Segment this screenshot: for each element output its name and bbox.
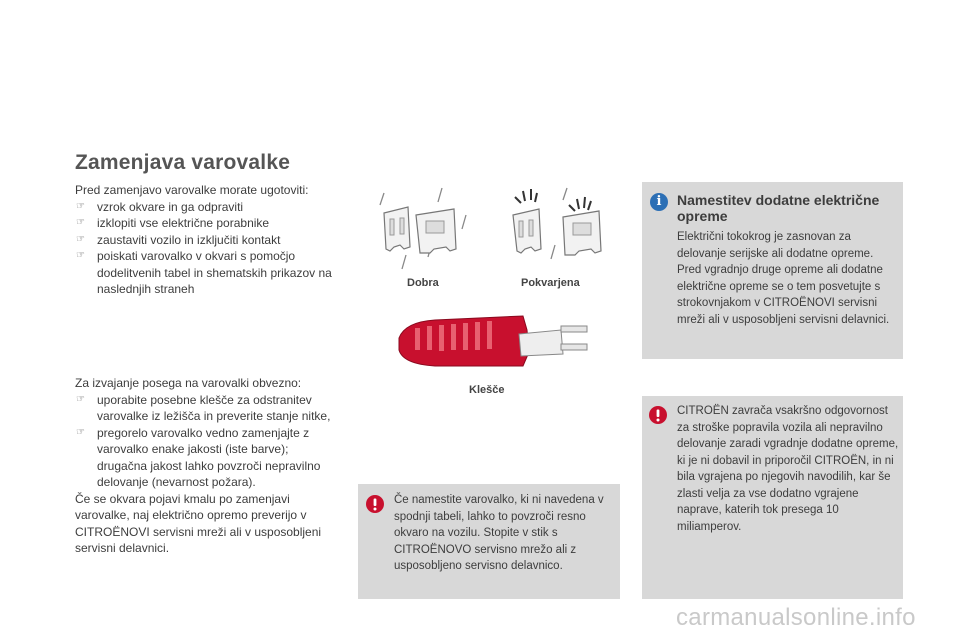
warning-box-fuse xyxy=(358,484,620,599)
caption-pliers: Klešče xyxy=(469,384,505,396)
intro-section xyxy=(75,182,337,298)
info-icon: i xyxy=(650,193,668,211)
intro-lead: Pred zamenjavo varovalke morate ugotoviti: xyxy=(75,183,309,197)
info-box-text: Električni tokokrog je zasnovan za delovanje serijske ali dodatne opreme. Pred vgradnjo druge opreme ali dodatne električne opreme se o tem posvetujte s strokovnjakom v CITROËNOVI servisni mreži ali v usposobljeni servisni delavnici. xyxy=(677,231,890,326)
watermark: carmanualsonline.info xyxy=(676,604,916,631)
warning-box-citroen xyxy=(642,396,903,599)
warning-icon xyxy=(649,406,667,424)
warning-fuse-text: Če namestite varovalko, ki ni navedena v spodnji tabeli, lahko to povzroči resno okvaro na vozilu. Stopite v stik s CITROËNOVO servisno mrežo ali z usposobljeno servisno delavnico. xyxy=(394,494,604,572)
hand-pointer-icon: ☞ xyxy=(76,217,85,228)
hand-pointer-icon: ☞ xyxy=(76,200,85,212)
info-box-title: Namestitev dodatne električne opreme xyxy=(677,192,880,224)
caption-blown: Pokvarjena xyxy=(521,277,580,289)
list-item: ☞ vzrok okvare in ga odpraviti xyxy=(76,199,244,214)
hand-pointer-icon: ☞ xyxy=(76,426,85,438)
procedure-section xyxy=(75,375,337,557)
fuse-pliers xyxy=(395,308,595,380)
hand-pointer-icon: ☞ xyxy=(76,250,85,261)
fuse-good xyxy=(376,185,476,275)
caption-good: Dobra xyxy=(407,277,439,289)
warning-citroen-text: CITROËN zavrača vsakršno odgovornost za stroške popravila vozila ali nepravilno delovanje zaradi vgradnje dodatne opreme, ki je ni dobavil in priporočil CITROËN, in ni bila vgrajena po njegovih navodilih, kar še zlasti velja za vse dodatno vgrajene naprave, katerih tok presega 10 miliamperov. xyxy=(677,405,899,533)
list-item: ☞ zaustaviti vozilo in izključiti kontakt xyxy=(76,232,281,247)
list-item: ☞ poiskati varovalko v okvari s pomočjo dodelitvenih tabel in shematskih prikazov na naslednjih straneh xyxy=(76,249,332,296)
procedure-list xyxy=(75,392,337,491)
list-item: ☞ izklopiti vse električne porabnike xyxy=(76,216,270,230)
list-item: ☞ pregorelo varovalko vedno zamenjajte z varovalko enake jakosti (iste barve); drugačna jakost lahko povzroči nepravilno delovanje (nevarnost požara). xyxy=(76,425,321,489)
warning-icon xyxy=(366,495,384,513)
intro-list xyxy=(75,199,337,298)
info-box xyxy=(642,182,903,359)
list-item: ☞ uporabite posebne klešče za odstranitev varovalke iz ležišča in preverite stanje nitke, xyxy=(76,392,331,423)
procedure-tail: Če se okvara pojavi kmalu po zamenjavi varovalke, naj električno opremo preverijo v CITROËNOVI servisni mreži ali v usposobljeni servisni delavnici. xyxy=(75,491,322,555)
hand-pointer-icon: ☞ xyxy=(76,393,85,405)
hand-pointer-icon: ☞ xyxy=(76,233,85,245)
fuse-blown xyxy=(505,185,610,275)
procedure-lead: Za izvajanje posega na varovalki obvezno: xyxy=(75,376,302,390)
page-title: Zamenjava varovalke xyxy=(75,151,291,174)
